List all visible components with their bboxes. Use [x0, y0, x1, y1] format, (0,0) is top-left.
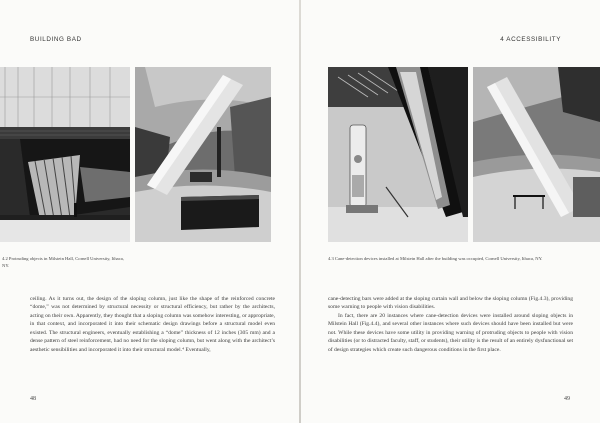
page-number-left: 48	[30, 396, 36, 402]
right-page	[301, 0, 600, 423]
page-number-right: 49	[564, 396, 570, 402]
paragraph: cane-detecting bars were added at the sloping curtain wall and below the sloping column (Fig.4.3), providing some warning to people with vision disabilities.	[328, 296, 573, 311]
figure-caption-4-2: 4.2 Protruding objects in Milstein Hall, Cornell University, Ithaca, NY.	[2, 256, 124, 269]
body-text-left	[30, 295, 275, 354]
paragraph: ceiling. As it turns out, the design of the sloping column, just like the shape of the reinforced concrete “dome,” was not determined by structural necessity or structural efficiency, but rather by the architects, acting on their own. Apparently, they thought that a sloping column was somehow interesting, or appropriate, in that context, and incorporated it into their schematic design drawings before a structural model even existed. The structural engineers, eventually establishing a “dome” thickness of 12 inches (305 mm) and a dense pattern of steel reinforcement, had no need for the sloping column, but went along with the architect’s aesthetic sensibilities and incorporated it into their structural model.⁴ Eventually,	[30, 296, 275, 353]
running-head-left: BUILDING BAD	[30, 36, 82, 43]
photo-cane-detection-column	[473, 67, 600, 242]
figure-caption-4-3: 4.3 Cane-detection devices installed at Milstein Hall after the building was occupied, Cornell University, Ithaca, NY.	[328, 256, 543, 261]
running-head-right: 4 ACCESSIBILITY	[500, 36, 561, 43]
body-text-right	[328, 295, 573, 354]
photo-cane-detection-wall	[328, 67, 468, 242]
left-page	[0, 0, 299, 423]
paragraph: In fact, there are 20 instances where cane-detection devices were installed around sloping objects in Milstein Hall (Fig.4.4), and several other instances where such devices should have been installed but were not. While these devices have some utility in providing warning of protruding objects to people with vision disabilities (or to distracted faculty, staff, or students), their utility is the result of an entirely dysfunctional set of design strategies which create such dangerous conditions in the first place.	[328, 312, 573, 353]
photo-building-exterior	[0, 67, 130, 242]
photo-sloping-column	[135, 67, 271, 242]
